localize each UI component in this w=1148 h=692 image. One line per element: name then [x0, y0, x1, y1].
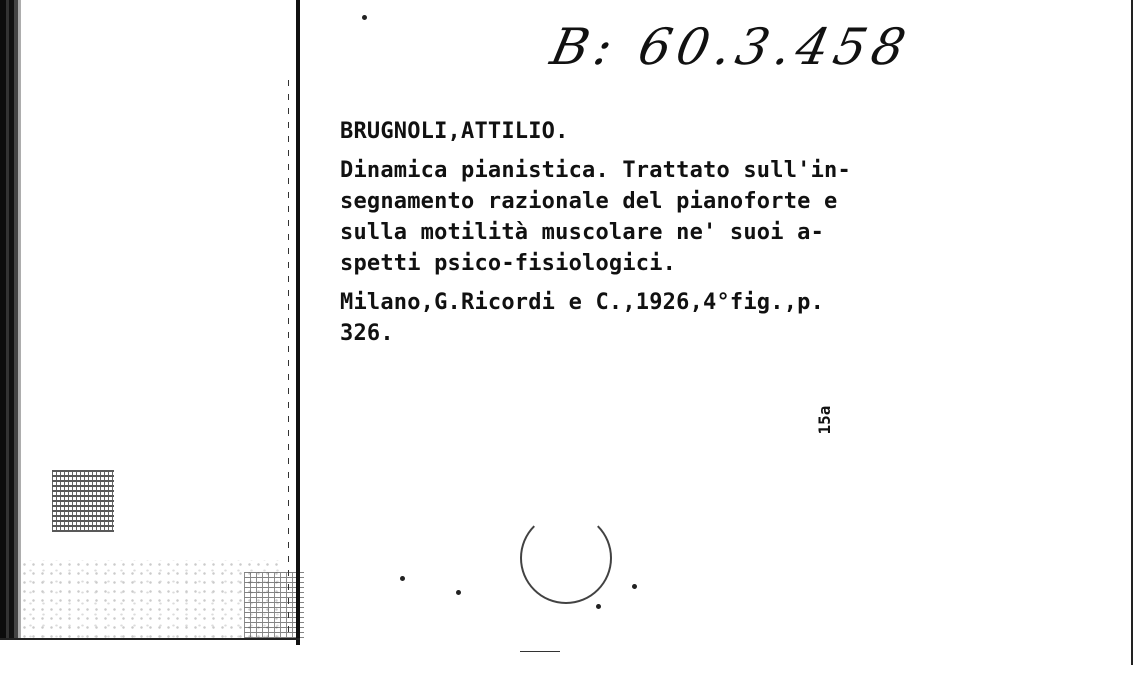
speck [596, 604, 601, 609]
dashed-margin-line [288, 80, 289, 640]
shelfmark: B: 60.3.458 [545, 18, 917, 76]
punch-hole-circle [520, 512, 612, 604]
title-block [340, 155, 851, 279]
author-heading: BRUGNOLI,ATTILIO. [340, 119, 569, 144]
speck [400, 576, 405, 581]
stamp-mark [52, 470, 114, 532]
card-left-edge [0, 0, 18, 640]
title-line: spetti psico-fisiologici. [340, 251, 677, 276]
side-number: 15a [815, 405, 834, 435]
stamp-mark-bottom [244, 572, 304, 638]
imprint-line: Milano,G.Ricordi e C.,1926,4°fig.,p. [340, 290, 825, 315]
imprint-line: 326. [340, 321, 394, 346]
bottom-mark [520, 651, 560, 652]
speck [362, 15, 367, 20]
catalog-entry [340, 116, 851, 349]
scan-noise [20, 560, 280, 640]
right-edge-rule [1131, 0, 1133, 665]
bottom-edge-rule [0, 638, 300, 640]
title-line: sulla motilità muscolare ne' suoi a- [340, 220, 825, 245]
title-line: segnamento razionale del pianoforte e [340, 189, 838, 214]
margin-rule [296, 0, 300, 645]
speck [456, 590, 461, 595]
speck [632, 584, 637, 589]
title-line: Dinamica pianistica. Trattato sull'in- [340, 158, 851, 183]
card-left-edge-shadow [18, 0, 21, 640]
